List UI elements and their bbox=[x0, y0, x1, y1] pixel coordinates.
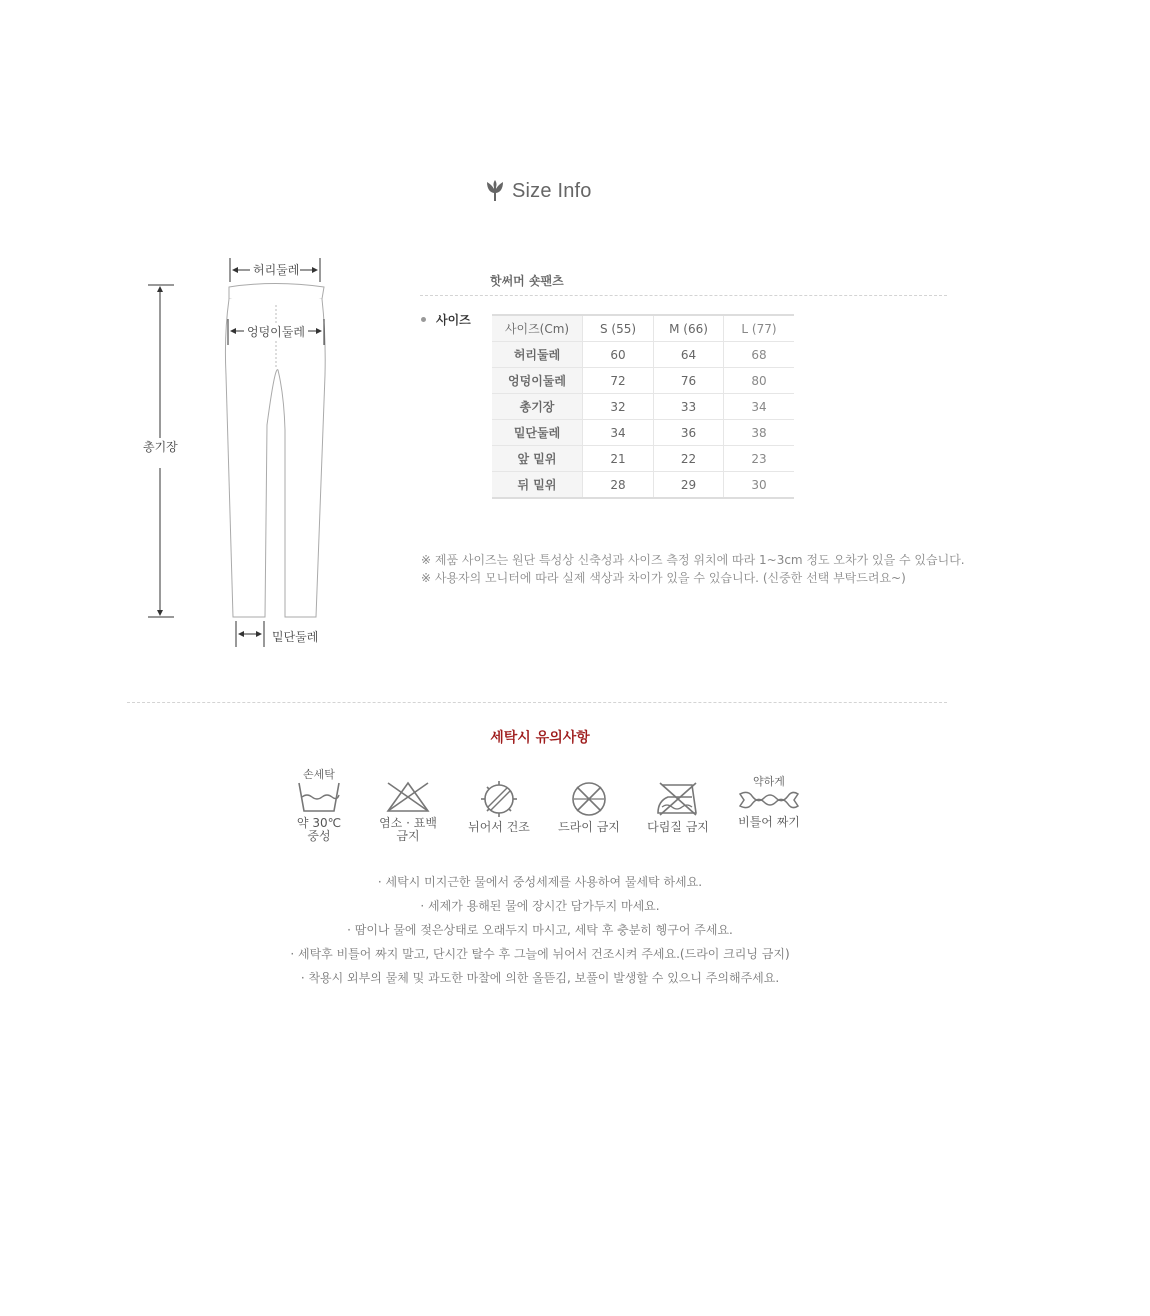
care-caption: 중성 bbox=[307, 829, 331, 843]
table-cell: 38 bbox=[724, 420, 795, 446]
length-label: 총기장 bbox=[143, 440, 178, 454]
pants-diagram bbox=[140, 255, 350, 655]
row-label: 허리둘레 bbox=[492, 342, 583, 368]
size-table bbox=[492, 314, 794, 499]
size-section-label bbox=[421, 311, 471, 328]
care-top-label bbox=[554, 768, 624, 781]
instruction-line: · 세제가 용해된 물에 장시간 담가두지 마세요. bbox=[420, 899, 660, 913]
instruction-line: · 땀이나 물에 젖은상태로 오래두지 마시고, 세탁 후 충분히 헹구어 주세요. bbox=[347, 923, 733, 937]
row-label: 앞 밑위 bbox=[492, 446, 583, 472]
note-line: ※ 사용자의 모니터에 따라 실제 색상과 차이가 있을 수 있습니다. (신중한 선택 부탁드려요~) bbox=[421, 571, 906, 585]
page-title: Size Info bbox=[512, 179, 592, 202]
care-top-label bbox=[373, 768, 443, 781]
care-caption: 염소 · 표백 금지 bbox=[379, 816, 437, 843]
row-label: 총기장 bbox=[492, 394, 583, 420]
wring-gently-icon bbox=[738, 788, 800, 812]
row-label: 엉덩이둘레 bbox=[492, 368, 583, 394]
care-instructions bbox=[0, 872, 1080, 992]
tumble-dry-icon bbox=[475, 781, 523, 817]
table-header-row bbox=[492, 315, 794, 342]
care-caption: 약 30℃ bbox=[296, 816, 342, 830]
care-caption: 비틀어 짜기 bbox=[738, 815, 800, 829]
table-row bbox=[492, 446, 794, 472]
no-dry-clean-icon bbox=[565, 781, 613, 817]
care-top-label bbox=[643, 768, 713, 781]
care-item-no-dry-clean bbox=[554, 768, 624, 834]
divider bbox=[420, 295, 947, 296]
table-cell: 72 bbox=[583, 368, 654, 394]
table-cell: 76 bbox=[654, 368, 724, 394]
size-notes bbox=[421, 551, 965, 587]
table-cell: 80 bbox=[724, 368, 795, 394]
bullet-dot bbox=[421, 317, 426, 322]
table-cell: 21 bbox=[583, 446, 654, 472]
care-item-no-iron bbox=[643, 768, 713, 834]
hand-wash-icon bbox=[295, 781, 343, 813]
table-row bbox=[492, 394, 794, 420]
size-info-header bbox=[484, 176, 592, 206]
care-item-wring bbox=[734, 775, 804, 829]
no-bleach-icon bbox=[384, 781, 432, 813]
care-item-hand-wash bbox=[284, 768, 354, 843]
table-row bbox=[492, 472, 794, 499]
table-row bbox=[492, 342, 794, 368]
care-top-label: 손세탁 bbox=[303, 768, 335, 781]
instruction-line: · 세탁후 비틀어 짜지 말고, 단시간 탈수 후 그늘에 뉘어서 건조시켜 주세요.(드라이 크리닝 금지) bbox=[290, 947, 790, 961]
table-header-cell: L (77) bbox=[724, 315, 795, 342]
size-label: 사이즈 bbox=[436, 313, 471, 327]
care-caption: 뉘어서 건조 bbox=[468, 820, 530, 834]
hem-label: 밑단둘레 bbox=[272, 630, 319, 644]
table-row bbox=[492, 420, 794, 446]
row-label: 밑단둘레 bbox=[492, 420, 583, 446]
table-cell: 34 bbox=[583, 420, 654, 446]
hip-label: 엉덩이둘레 bbox=[247, 325, 305, 339]
table-cell: 64 bbox=[654, 342, 724, 368]
care-caption: 드라이 금지 bbox=[558, 820, 620, 834]
table-cell: 68 bbox=[724, 342, 795, 368]
table-cell: 28 bbox=[583, 472, 654, 499]
care-item-no-bleach bbox=[373, 768, 443, 843]
care-title: 세탁시 유의사항 bbox=[490, 730, 590, 746]
table-cell: 34 bbox=[724, 394, 795, 420]
care-top-label: 약하게 bbox=[753, 775, 785, 788]
instruction-line: · 착용시 외부의 물체 및 과도한 마찰에 의한 올뜯김, 보풀이 발생할 수 있으니 주의해주세요. bbox=[300, 971, 780, 985]
instruction-line: · 세탁시 미지근한 물에서 중성세제를 사용하여 물세탁 하세요. bbox=[377, 875, 703, 889]
table-cell: 33 bbox=[654, 394, 724, 420]
note-line: ※ 제품 사이즈는 원단 특성상 신축성과 사이즈 측정 위치에 따라 1~3cm 정도 오차가 있을 수 있습니다. bbox=[421, 553, 965, 567]
tulip-logo-icon bbox=[484, 179, 506, 203]
row-label: 뒤 밑위 bbox=[492, 472, 583, 499]
table-row bbox=[492, 368, 794, 394]
table-cell: 22 bbox=[654, 446, 724, 472]
table-header-cell: 사이즈(Cm) bbox=[492, 315, 583, 342]
table-header-cell: M (66) bbox=[654, 315, 724, 342]
care-caption: 다림질 금지 bbox=[647, 820, 709, 834]
product-name: 핫써머 숏팬츠 bbox=[490, 274, 564, 288]
waist-label: 허리둘레 bbox=[253, 263, 300, 277]
care-top-label bbox=[464, 768, 534, 781]
table-cell: 23 bbox=[724, 446, 795, 472]
table-cell: 60 bbox=[583, 342, 654, 368]
table-cell: 30 bbox=[724, 472, 795, 499]
pants-outline bbox=[140, 255, 350, 655]
table-cell: 32 bbox=[583, 394, 654, 420]
table-cell: 36 bbox=[654, 420, 724, 446]
table-cell: 29 bbox=[654, 472, 724, 499]
table-header-cell: S (55) bbox=[583, 315, 654, 342]
care-item-dry bbox=[464, 768, 534, 834]
no-iron-icon bbox=[654, 781, 702, 817]
section-divider bbox=[127, 702, 947, 703]
